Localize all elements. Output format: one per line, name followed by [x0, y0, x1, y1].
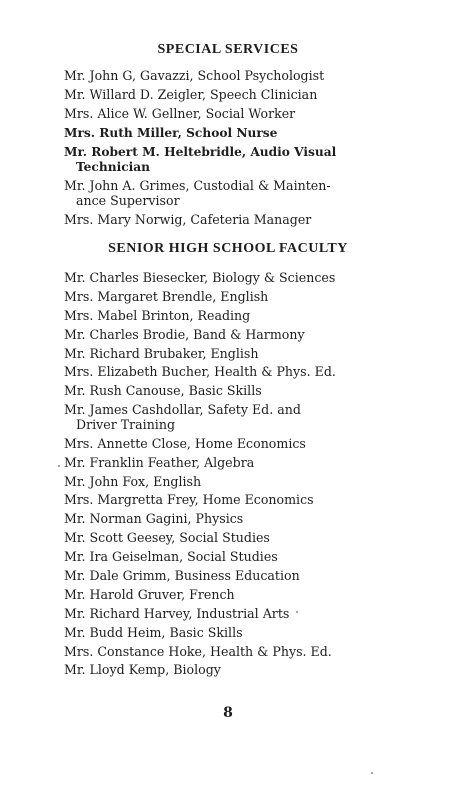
list-item — [64, 126, 444, 141]
list-item — [64, 588, 444, 603]
entry-text: Mrs. Margaret Brendle, English — [64, 288, 269, 304]
entry-text: Mr. Dale Grimm, Business Education — [64, 567, 300, 583]
entry-text: Mr. Budd Heim, Basic Skills — [64, 624, 243, 640]
senior-high-faculty-list — [64, 271, 444, 682]
list-item — [64, 626, 444, 641]
page-number: 8 — [223, 705, 233, 721]
list-item — [64, 663, 444, 678]
entry-text: Mr. John G, Gavazzi, School Psychologist — [64, 68, 325, 83]
entry-text: Mr. Charles Brodie, Band & Harmony — [64, 326, 305, 342]
list-item — [64, 309, 444, 324]
entry-continuation: ance Supervisor — [76, 192, 180, 208]
list-item — [64, 271, 444, 286]
list-item — [64, 550, 444, 565]
list-item — [64, 403, 444, 432]
entry-text: Mr. John A. Grimes, Custodial & Mainten- — [64, 178, 331, 194]
list-item — [64, 290, 444, 305]
senior-high-faculty-heading: SENIOR HIGH SCHOOL FACULTY — [108, 241, 348, 256]
entry-text: Mr. Rush Canouse, Basic Skills — [64, 383, 262, 399]
entry-continuation: Technician — [76, 159, 151, 174]
list-item — [64, 475, 444, 490]
entry-text: Mrs. Alice W. Gellner, Social Worker — [64, 106, 296, 122]
entry-text: Mrs. Annette Close, Home Economics — [64, 435, 306, 451]
entry-text: Mr. Charles Biesecker, Biology & Sciences — [64, 270, 336, 285]
list-item — [64, 347, 444, 362]
entry-text: Mr. Willard D. Zeigler, Speech Clinician — [64, 87, 318, 103]
entry-text: Mr. John Fox, English — [64, 473, 202, 489]
entry-text: Mrs. Mabel Brinton, Reading — [64, 307, 251, 323]
list-item — [64, 88, 444, 103]
list-item — [64, 512, 444, 527]
entry-text: Mrs. Mary Norwig, Cafeteria Manager — [64, 211, 312, 227]
list-item — [64, 531, 444, 546]
special-services-heading: SPECIAL SERVICES — [157, 42, 299, 57]
special-services-list — [64, 69, 444, 232]
entry-text: Mr. Lloyd Kemp, Biology — [64, 662, 221, 678]
list-item — [64, 456, 444, 471]
list-item — [64, 213, 444, 228]
list-item — [64, 569, 444, 584]
list-item — [64, 179, 444, 208]
entry-text: Mr. Norman Gagini, Physics — [64, 511, 244, 527]
entry-text: Mr. Richard Brubaker, English — [64, 345, 259, 361]
list-item — [64, 69, 444, 84]
list-item — [64, 384, 444, 399]
list-item — [64, 645, 444, 660]
entry-text: Mr. Ira Geiselman, Social Studies — [64, 549, 278, 565]
list-item — [64, 493, 444, 508]
paper-speck — [58, 465, 60, 467]
entry-text: Mr. Richard Harvey, Industrial Arts — [64, 605, 290, 621]
list-item — [64, 145, 444, 174]
entry-text: Mrs. Elizabeth Bucher, Health & Phys. Ed. — [64, 364, 336, 380]
entry-continuation: Driver Training — [76, 416, 176, 432]
entry-text: Mr. Franklin Feather, Algebra — [64, 454, 255, 470]
entry-text: Mrs. Constance Hoke, Health & Phys. Ed. — [64, 643, 332, 659]
entry-text: Mrs. Margretta Frey, Home Economics — [64, 492, 314, 508]
entry-text: Mr. Harold Gruver, French — [64, 586, 235, 602]
entry-text: Mrs. Ruth Miller, School Nurse — [64, 126, 278, 141]
paper-speck — [371, 772, 373, 774]
list-item — [64, 607, 444, 622]
list-item — [64, 365, 444, 380]
paper-speck — [296, 611, 298, 613]
entry-text: Mr. Robert M. Heltebridle, Audio Visual — [64, 145, 337, 160]
list-item — [64, 107, 444, 122]
entry-text: Mr. James Cashdollar, Safety Ed. and — [64, 402, 301, 418]
entry-text: Mr. Scott Geesey, Social Studies — [64, 530, 270, 546]
list-item — [64, 328, 444, 343]
list-item — [64, 437, 444, 452]
